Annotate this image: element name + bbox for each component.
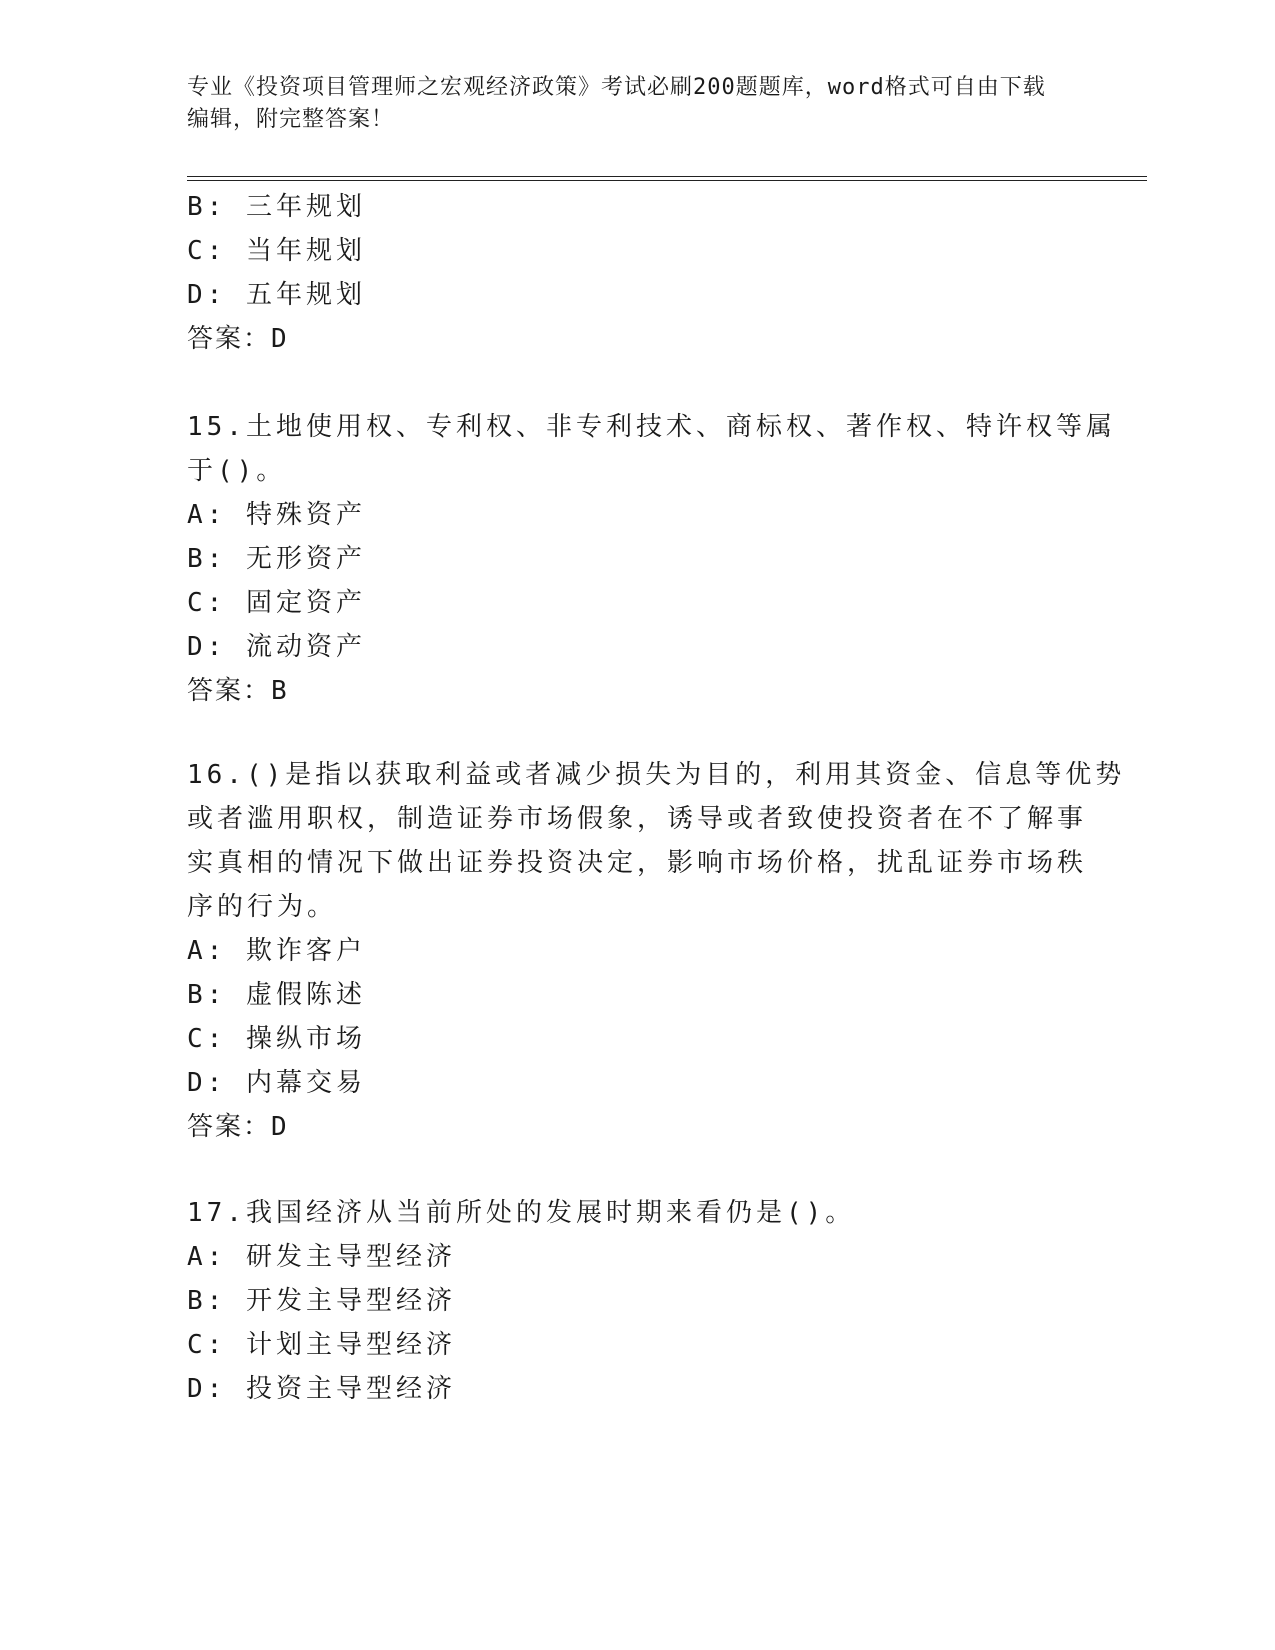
option-c: C: 当年规划 <box>187 236 366 266</box>
question-16-stem: 或者滥用职权，制造证券市场假象，诱导或者致使投资者在不了解事 <box>187 804 1088 834</box>
question-17-stem: 17.我国经济从当前所处的发展时期来看仍是()。 <box>187 1198 856 1228</box>
option-c: C: 操纵市场 <box>187 1024 366 1054</box>
option-b: B: 虚假陈述 <box>187 980 366 1010</box>
option-c: C: 固定资产 <box>187 588 366 618</box>
option-d: D: 投资主导型经济 <box>187 1374 456 1404</box>
question-16-stem: 序的行为。 <box>187 892 338 922</box>
option-a: A: 欺诈客户 <box>187 936 366 966</box>
answer-line: 答案：B <box>187 676 289 706</box>
option-d: D: 流动资产 <box>187 632 366 662</box>
question-16-stem: 实真相的情况下做出证券投资决定，影响市场价格，扰乱证券市场秩 <box>187 848 1088 878</box>
option-c: C: 计划主导型经济 <box>187 1330 456 1360</box>
option-a: A: 研发主导型经济 <box>187 1242 456 1272</box>
question-15-stem: 15.土地使用权、专利权、非专利技术、商标权、著作权、特许权等属 <box>187 412 1116 442</box>
document-header: 专业《投资项目管理师之宏观经济政策》考试必刷200题题库，word格式可自由下载编辑，附完整答案！ <box>187 75 1046 132</box>
option-d: D: 内幕交易 <box>187 1068 366 1098</box>
option-b: B: 三年规划 <box>187 192 366 222</box>
answer-line: 答案：D <box>187 324 289 354</box>
option-b: B: 无形资产 <box>187 544 366 574</box>
question-16-stem: 16.()是指以获取利益或者减少损失为目的，利用其资金、信息等优势 <box>187 760 1126 790</box>
header-rule-bottom <box>187 180 1147 181</box>
question-15-stem: 于()。 <box>187 456 287 486</box>
answer-line: 答案：D <box>187 1112 289 1142</box>
option-d: D: 五年规划 <box>187 280 366 310</box>
option-a: A: 特殊资产 <box>187 500 366 530</box>
option-b: B: 开发主导型经济 <box>187 1286 456 1316</box>
header-rule-top <box>187 176 1147 177</box>
